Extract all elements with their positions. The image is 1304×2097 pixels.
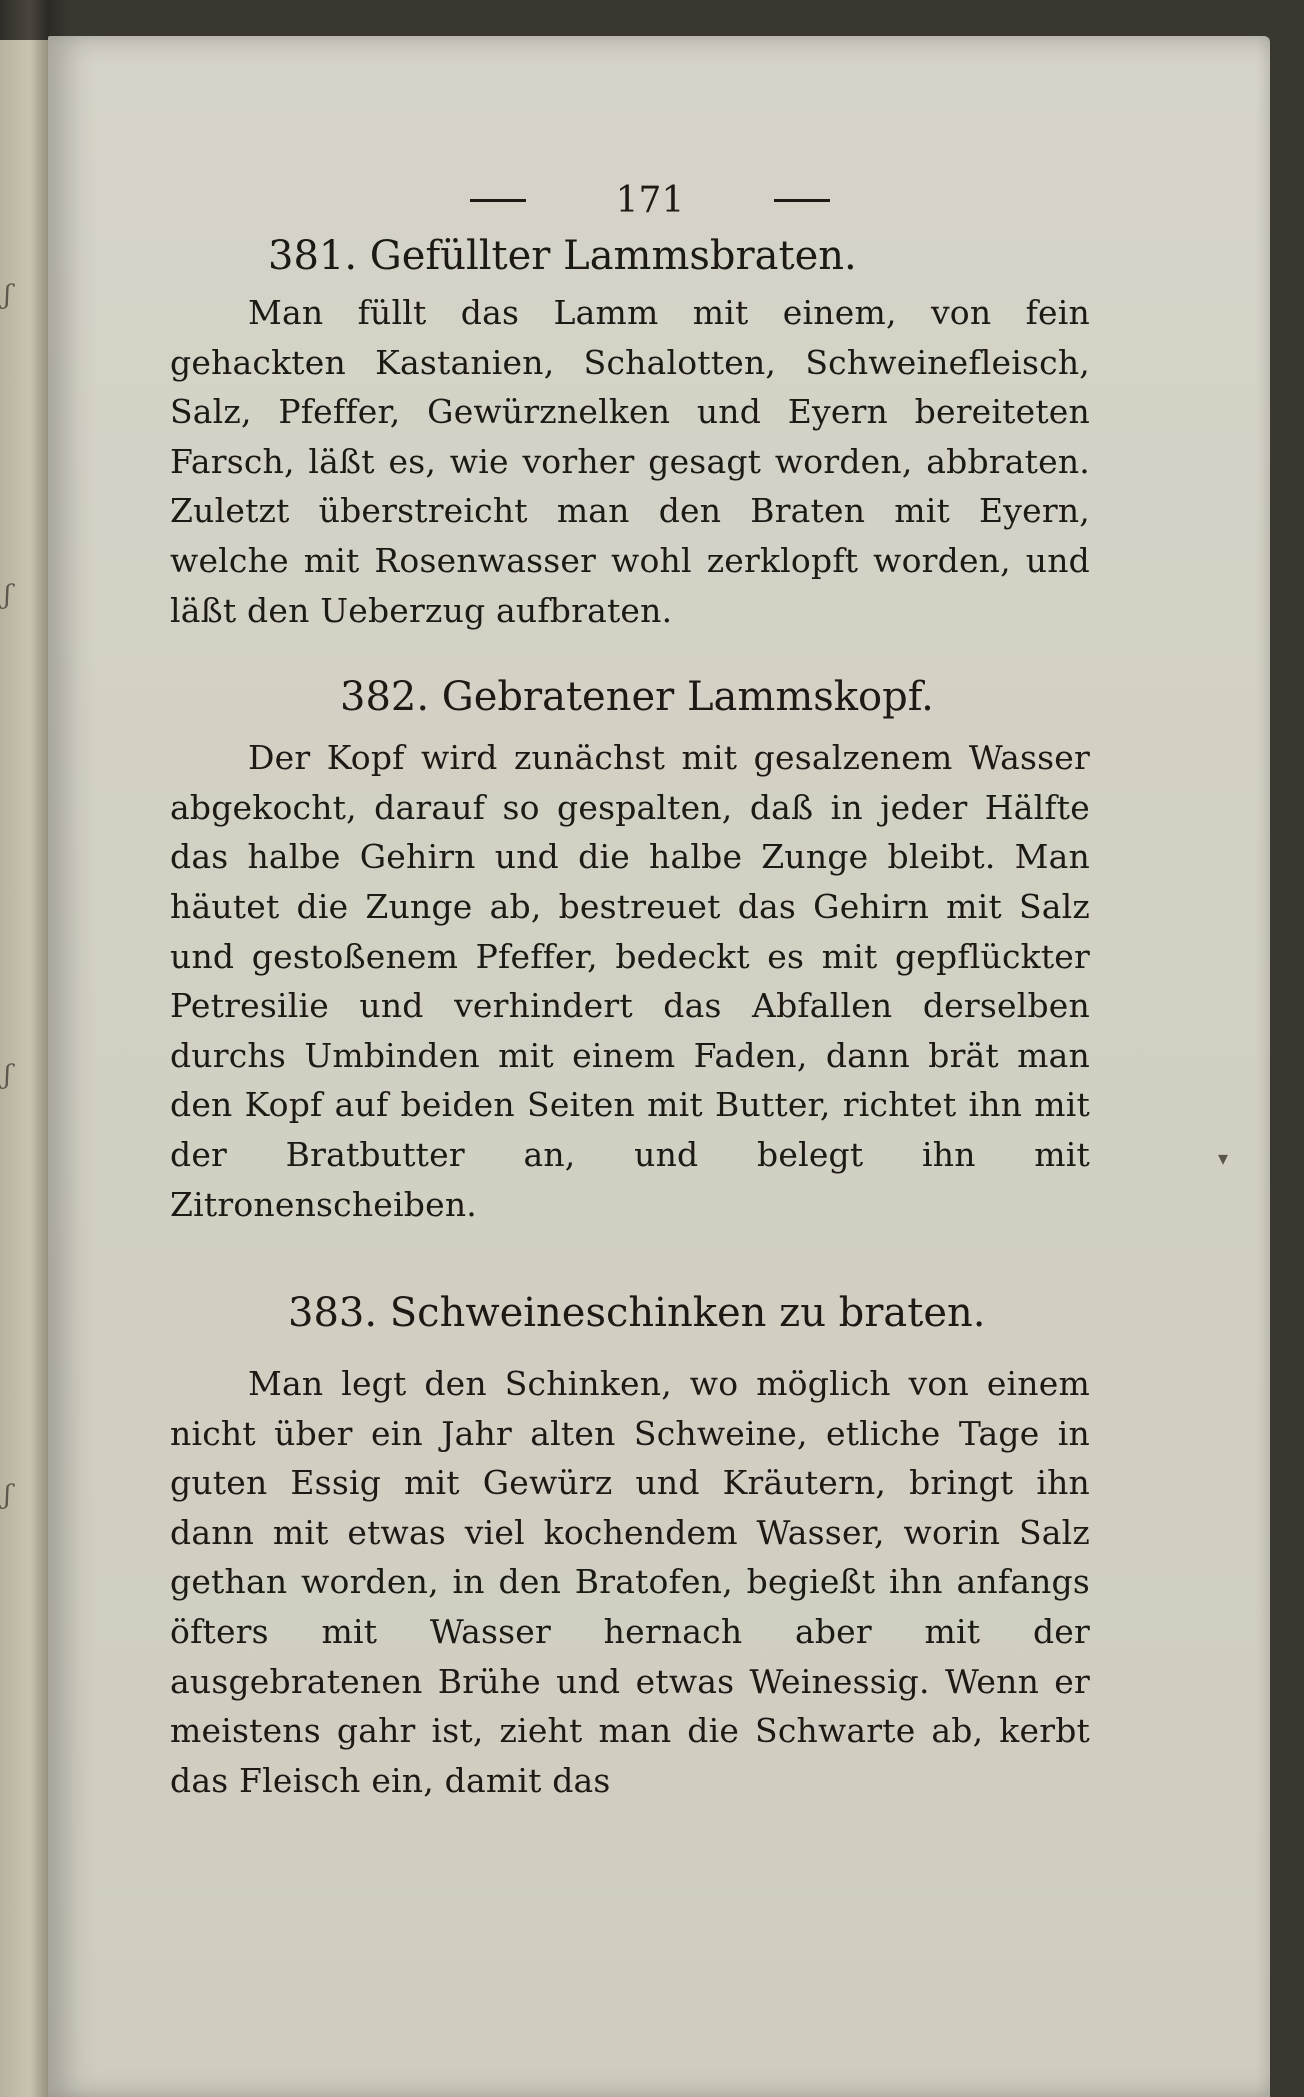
show-through-letters: ʃ <box>4 580 12 610</box>
page-number: 171 <box>615 179 685 221</box>
show-through-letters: ʃ <box>4 1060 12 1090</box>
recipe-heading-383: 383. Schweineschinken zu braten. <box>288 1290 986 1337</box>
show-through-letters: ʃ <box>4 280 12 310</box>
text-block <box>170 176 1090 1805</box>
dash-right <box>774 199 830 202</box>
recipe-text-382: Der Kopf wird zunächst mit gesalzenem Wasser abgekocht, darauf so gespalten, daß in jeder Hälfte das halbe Gehirn und die halbe Zunge bleibt. Man häutet die Zunge ab, bestreuet das Gehirn mit Salz und gestoßenem Pfeffer, bedeckt es mit gepflückter Petresilie und verhindert das Abfallen derselben durchs Umbinden mit einem Faden, dann brät man den Kopf auf beiden Seiten mit Butter, richtet ihn mit der Bratbutter an, und belegt ihn mit Zitronenscheiben. <box>170 738 1090 1224</box>
page <box>48 36 1270 2097</box>
recipe-heading-381: 381. Gefüllter Lammsbraten. <box>268 233 857 279</box>
recipe-heading-382: 382. Gebratener Lammskopf. <box>340 674 934 721</box>
recipe-text-381: Man füllt das Lamm mit einem, von fein gehackten Kastanien, Schalotten, Schweinefleisch, Salz, Pfeffer, Gewürznelken und Eyern bereiteten Farsch, läßt es, wie vorher gesagt worden, abbraten. Zuletzt überstreicht man den Braten mit Eyern, welche mit Rosenwasser wohl zerklopft worden, und läßt den Ueberzug aufbraten. <box>170 293 1090 630</box>
previous-page-edge <box>0 40 50 2097</box>
running-head <box>210 176 1090 224</box>
margin-tick-mark: ▾ <box>1218 1146 1229 1170</box>
dash-left <box>470 199 526 202</box>
show-through-letters: ʃ <box>4 1480 12 1510</box>
recipe-text-383: Man legt den Schinken, wo möglich von einem nicht über ein Jahr alten Schweine, etliche Tage in guten Essig mit Gewürz und Kräutern, bringt ihn dann mit etwas viel kochendem Wasser, worin Salz gethan worden, in den Bratofen, begießt ihn anfangs öfters mit Wasser hernach aber mit der ausgebratenen Brühe und etwas Weinessig. Wenn er meistens gahr ist, zieht man die Schwarte ab, kerbt das Fleisch ein, damit das <box>170 1364 1090 1800</box>
